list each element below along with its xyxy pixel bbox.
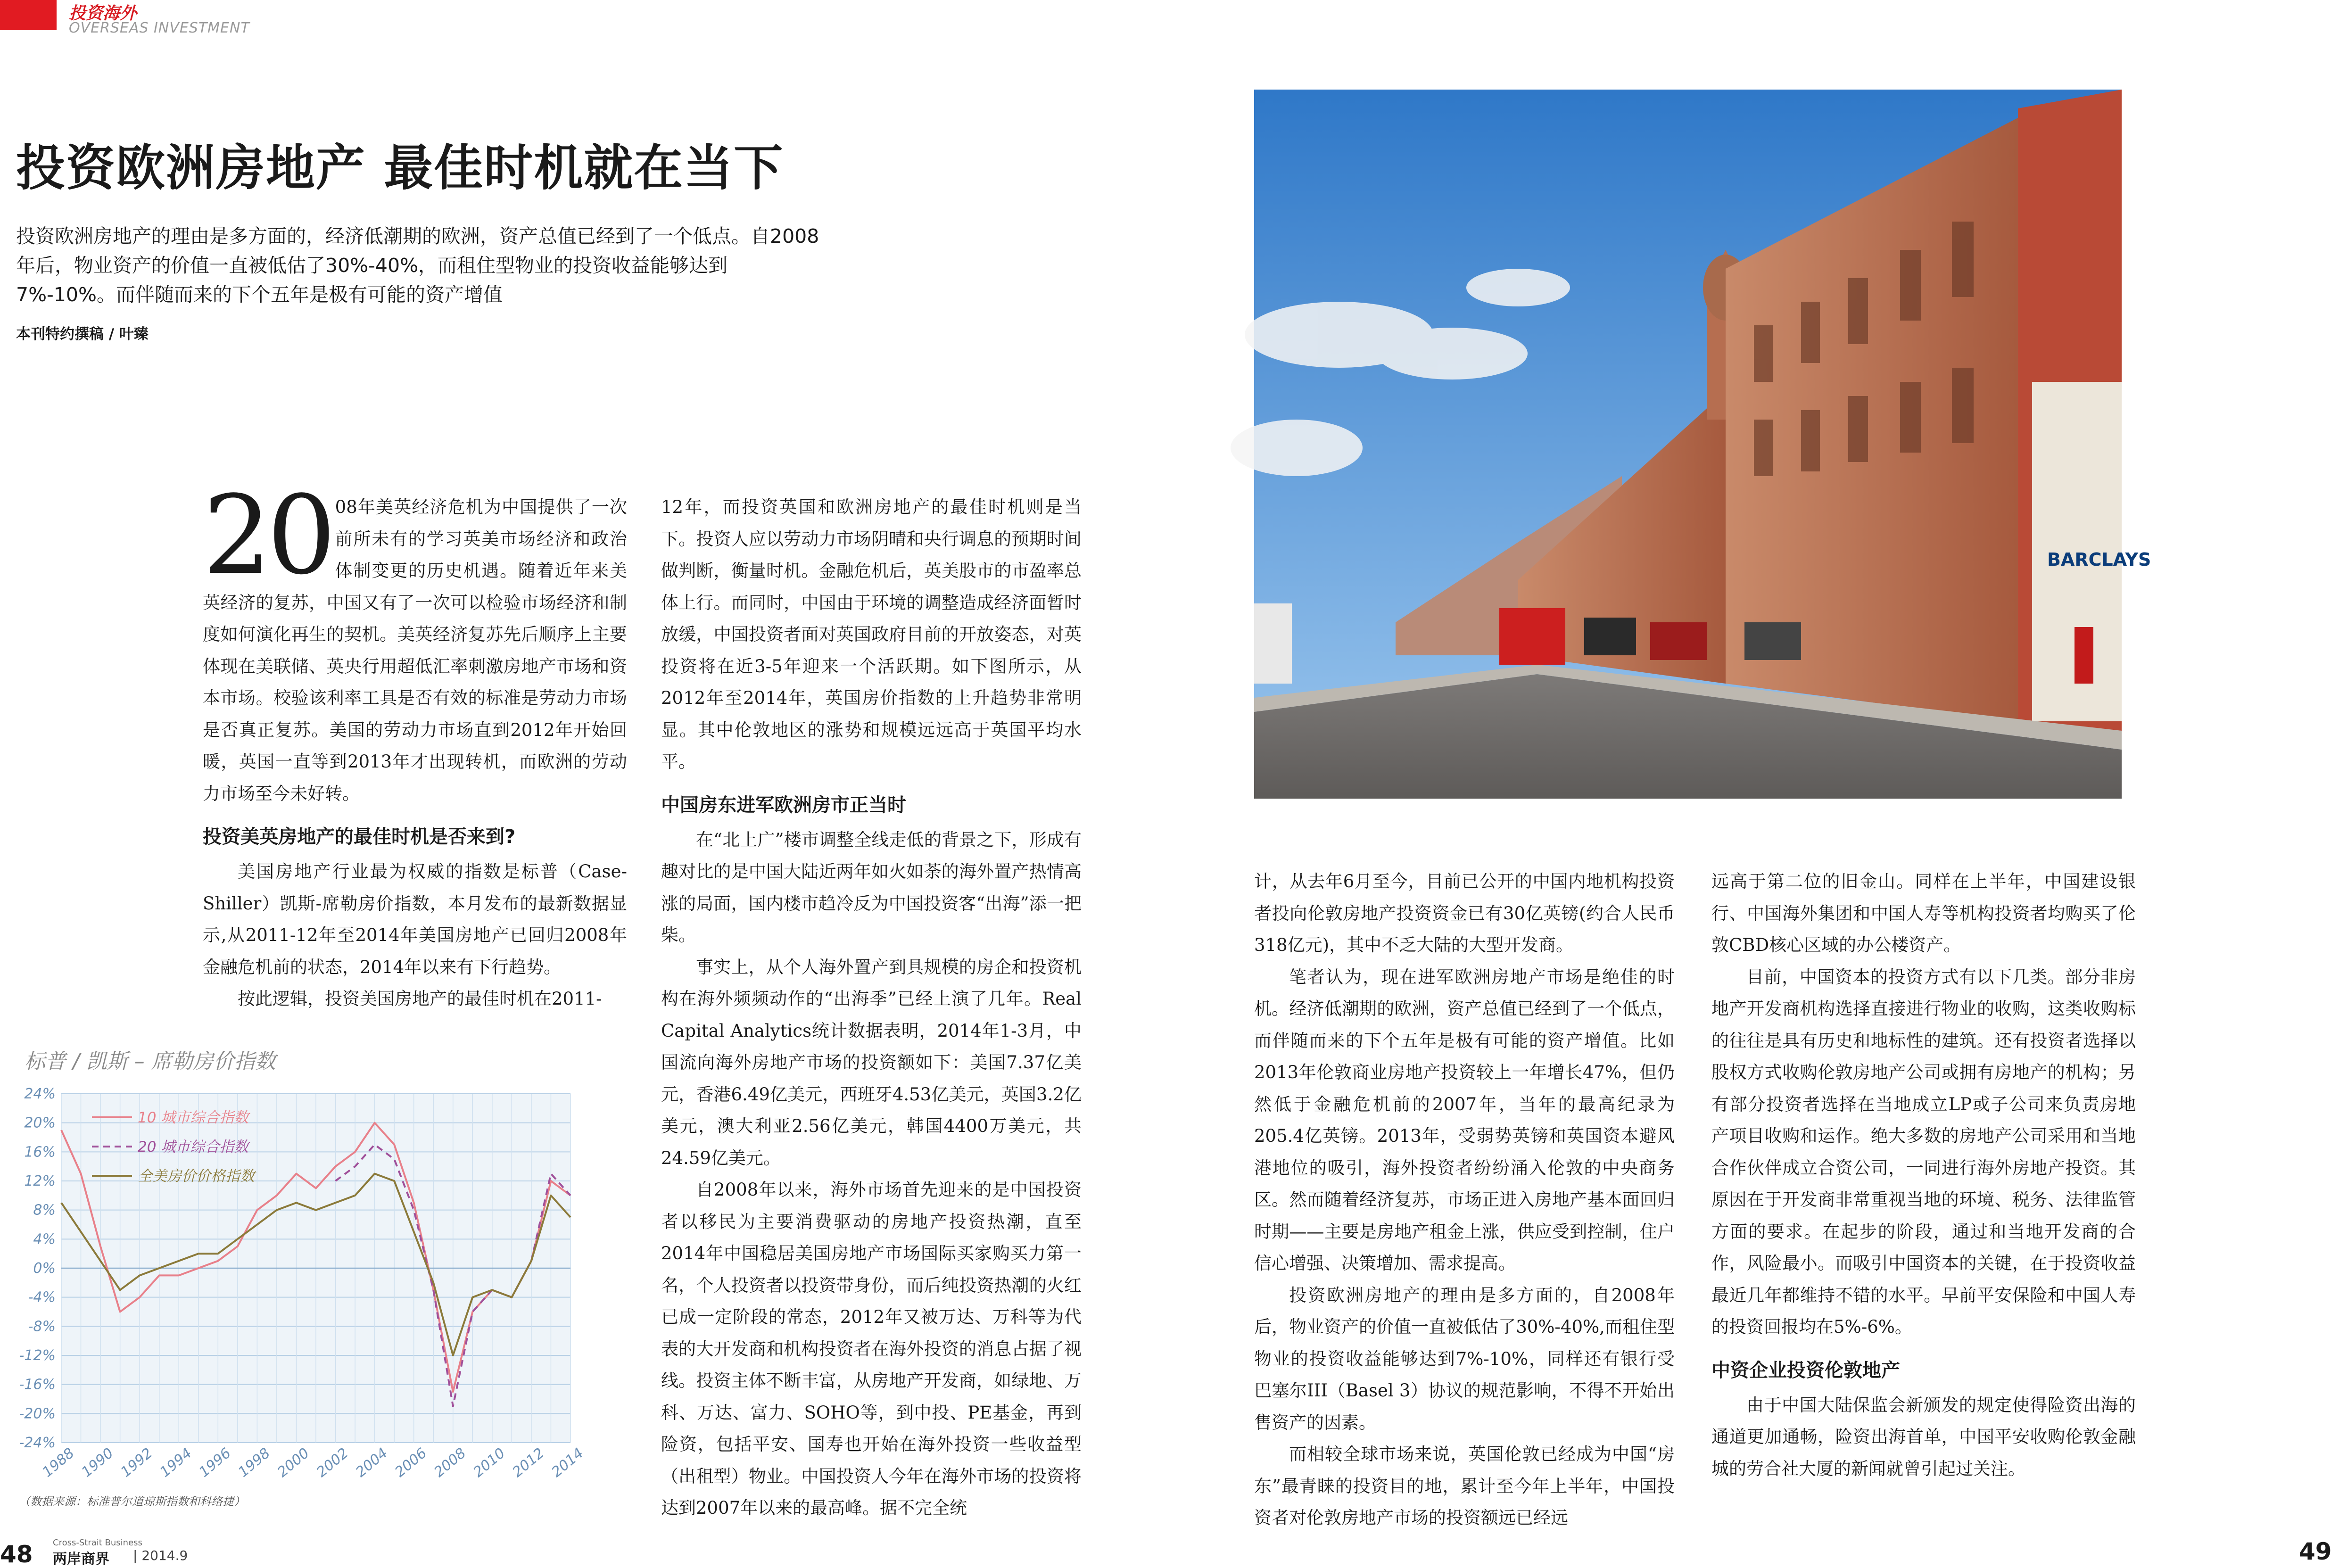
- issue-date: | 2014.9: [133, 1548, 188, 1563]
- body-column-4: [1711, 866, 2136, 1485]
- page-number-right: 49: [2299, 1538, 2332, 1565]
- x-tick-label: 1988: [39, 1444, 78, 1481]
- y-tick-label: 24%: [24, 1086, 56, 1102]
- paragraph: 20 08年美英经济危机为中国提供了一次前所未有的学习英美市场经济和政治体制变更的历史机遇。随着近年来美英经济的复苏，中国又有了一次可以检验市场经济和制度如何演化再生的契机。美英经济复苏先后顺序上主要体现在美联储、英央行用超低汇率刺激房地产市场和资本市场。校验该利率工具是否有效的标准是劳动力市场是否真正复苏。美国的劳动力市场直到2012年开始回暖，英国一直等到2013年才出现转机，而欧洲的劳动力市场至今未好转。: [203, 473, 627, 804]
- paragraph: 投资欧洲房地产的理由是多方面的，自2008年后，物业资产的价值一直被低估了30%-40%,而租住型物业的投资收益能够达到7%-10%，同样还有银行受巴塞尔III（Basel 3）协议的规范影响，不得不开始出售资产的因素。: [1254, 1285, 1675, 1433]
- paragraph: 笔者认为，现在进军欧洲房地产市场是绝佳的时机。经济低潮期的欧洲，资产总值已经到了一个低点，而伴随而来的下个五年是极有可能的资产增值。比如2013年伦敦商业房地产投资较上一年增长47%，但仍然低于金融危机前的2007年，当年的最高纪录为205.4亿英镑。2013年，受弱势英镑和英国资本避风港地位的吸引，海外投资者纷纷涌入伦敦的中央商务区。然而随着经济复苏，市场正进入房地产基本面回归时期——主要是房地产租金上涨，供应受到控制，住户信心增强、决策增加、需求提高。: [1254, 966, 1675, 1273]
- y-axis-ticks: [19, 1086, 56, 1451]
- paragraph: 事实上，从个人海外置产到具规模的房企和投资机构在海外频频动作的“出海季”已经上演了几年。Real Capital Analytics统计数据表明，2014年1-3月，中国流向海外房地产市场的投资额如下：美国7.37亿美元，香港6.49亿美元，西班牙4.53亿美元，英国3.2亿美元，澳大利亚2.56亿美元，韩国4400万美元，共24.59亿美元。: [661, 957, 1082, 1168]
- legend-label: 全美房价价格指数: [138, 1168, 255, 1185]
- page-number-left: 48: [0, 1541, 33, 1568]
- x-tick-label: 2002: [313, 1444, 352, 1481]
- body-column-1: [203, 473, 627, 1015]
- section-label-en: OVERSEAS INVESTMENT: [69, 20, 250, 36]
- x-tick-label: 2000: [274, 1444, 313, 1481]
- x-tick-label: 2008: [431, 1444, 470, 1481]
- section-color-block: [0, 0, 57, 30]
- y-tick-label: 20%: [24, 1114, 56, 1131]
- article-title: 投资欧洲房地产 最佳时机就在当下: [16, 139, 784, 197]
- x-tick-label: 2012: [509, 1444, 548, 1481]
- y-tick-label: 4%: [33, 1231, 56, 1248]
- chart-source: （数据来源：标准普尔道琼斯指数和科络捷）: [19, 1495, 245, 1508]
- x-tick-label: 1994: [157, 1444, 195, 1481]
- paragraph: 计，从去年6月至今，目前已公开的中国内地机构投资者投向伦敦房地产投资资金已有30亿英镑(约合人民币318亿元)，其中不乏大陆的大型开发商。: [1254, 871, 1675, 955]
- x-tick-label: 2010: [470, 1444, 509, 1481]
- paragraph: 远高于第二位的旧金山。同样在上半年，中国建设银行、中国海外集团和中国人寿等机构投资者均购买了伦敦CBD核心区域的办公楼资产。: [1711, 871, 2136, 955]
- photo-illustration: [1254, 90, 2151, 799]
- article-lede: 投资欧洲房地产的理由是多方面的，经济低潮期的欧洲，资产总值已经到了一个低点。自2008年后，物业资产的价值一直被低估了30%-40%，而租住型物业的投资收益能够达到7%-10%。而伴随而来的下个五年是极有可能的资产增值: [16, 225, 819, 306]
- y-tick-label: -24%: [19, 1435, 56, 1451]
- paragraph: 按此逻辑，投资美国房地产的最佳时机在2011-: [238, 989, 602, 1009]
- paragraph: 自2008年以来，海外市场首先迎来的是中国投资者以移民为主要消费驱动的房地产投资热潮，直至2014年中国稳居美国房地产市场国际买家购买力第一名，个人投资者以投资带身份，而后纯投资热潮的火红已成一定阶段的常态，2012年又被万达、万科等为代表的大开发商和机构投资者在海外投资的消息占据了视线。投资主体不断丰富，从房地产开发商，如绿地、万科、万达、富力、SOHO等，到中投、PE基金，再到险资，包括平安、国寿也开始在海外投资一些收益型（出租型）物业。中国投资人今年在海外市场的投资将达到2007年以来的最高峰。据不完全统: [661, 1180, 1082, 1518]
- x-tick-label: 1990: [78, 1444, 117, 1481]
- y-tick-label: -8%: [28, 1318, 56, 1335]
- section-label-cn: 投资海外: [69, 4, 137, 23]
- paragraph: 12年，而投资英国和欧洲房地产的最佳时机则是当下。投资人应以劳动力市场阴晴和央行调息的预期时间做判断，衡量时机。金融危机后，英美股市的市盈率总体上行。而同时，中国由于环境的调整造成经济面暂时放缓，中国投资者面对英国政府目前的开放姿态，对英投资将在近3-5年迎来一个活跃期。如下图所示，从2012年至2014年，英国房价指数的上升趋势非常明显。其中伦敦地区的涨势和规模远远高于英国平均水平。: [661, 497, 1082, 772]
- drop-cap: 20: [203, 473, 331, 599]
- legend-label: 10 城市综合指数: [138, 1109, 249, 1126]
- x-tick-label: 1992: [117, 1444, 156, 1481]
- y-tick-label: -4%: [28, 1289, 56, 1306]
- paragraph: 由于中国大陆保监会新颁发的规定使得险资出海的通道更加通畅，险资出海首单，中国平安收购伦敦金融城的劳合社大厦的新闻就曾引起过关注。: [1711, 1395, 2136, 1479]
- y-tick-label: 16%: [24, 1144, 56, 1161]
- x-tick-label: 1996: [196, 1444, 234, 1481]
- house-price-chart: [0, 1080, 585, 1504]
- subheading: 投资美英房地产的最佳时机是否来到?: [203, 826, 516, 848]
- paragraph: 目前，中国资本的投资方式有以下几类。部分非房地产开发商机构选择直接进行物业的收购，这类收购标的往往是具有历史和地标性的建筑。还有投资者选择以股权方式收购伦敦房地产公司或拥有房地产的机构；另有部分投资者选择在当地成立LP或子公司来负责房地产项目收购和运作。绝大多数的房地产公司采用和当地合作伙伴成立合资公司，一同进行海外房地产投资。其原因在于开发商非常重视当地的环境、税务、法律监管方面的要求。在起步的阶段，通过和当地开发商的合作，风险最小。而吸引中国资本的关键，在于投资收益最近几年都维持不错的水平。早前平安保险和中国人寿的投资回报均在5%-6%。: [1711, 966, 2136, 1337]
- legend-label: 20 城市综合指数: [138, 1139, 249, 1155]
- y-tick-label: -12%: [19, 1347, 56, 1364]
- harrods-street-photo: [1254, 90, 2151, 799]
- paragraph: 而相较全球市场来说，英国伦敦已经成为中国“房东”最青睐的投资目的地，累计至今年上半年，中国投资者对伦敦房地产市场的投资额远已经远: [1254, 1444, 1675, 1528]
- x-tick-label: 2014: [548, 1444, 587, 1481]
- magazine-name-cn: 两岸商界: [53, 1551, 109, 1568]
- y-tick-label: 12%: [24, 1173, 56, 1189]
- subheading: 中国房东进军欧洲房市正当时: [661, 794, 906, 816]
- byline: 本刊特约撰稿 / 叶臻: [16, 326, 149, 343]
- x-tick-label: 2006: [392, 1444, 430, 1481]
- body-column-2: [661, 491, 1082, 1524]
- paragraph: 在“北上广”楼市调整全线走低的背景之下，形成有趣对比的是中国大陆近两年如火如荼的海外置产热情高涨的局面，国内楼市趋冷反为中国投资客“出海”添一把柴。: [661, 829, 1082, 945]
- magazine-name-en: Cross-Strait Business: [53, 1538, 142, 1548]
- body-column-3: [1254, 866, 1675, 1534]
- paragraph: 美国房地产行业最为权威的指数是标普（Case-Shiller）凯斯-席勒房价指数，本月发布的最新数据显示,从2011-12年至2014年美国房地产已回归2008年金融危机前的状态，2014年以来有下行趋势。: [203, 861, 627, 977]
- subheading: 中资企业投资伦敦地产: [1711, 1359, 1900, 1381]
- x-axis-ticks: [39, 1445, 587, 1481]
- x-tick-label: 2004: [353, 1444, 391, 1481]
- y-tick-label: -16%: [19, 1376, 56, 1393]
- y-tick-label: 8%: [33, 1202, 56, 1219]
- y-tick-label: 0%: [33, 1260, 56, 1277]
- y-tick-label: -20%: [19, 1405, 56, 1422]
- chart-title: 标普 / 凯斯 – 席勒房价指数: [25, 1049, 276, 1073]
- x-tick-label: 1998: [235, 1444, 273, 1481]
- barclays-sign: BARCLAYS: [2047, 549, 2151, 570]
